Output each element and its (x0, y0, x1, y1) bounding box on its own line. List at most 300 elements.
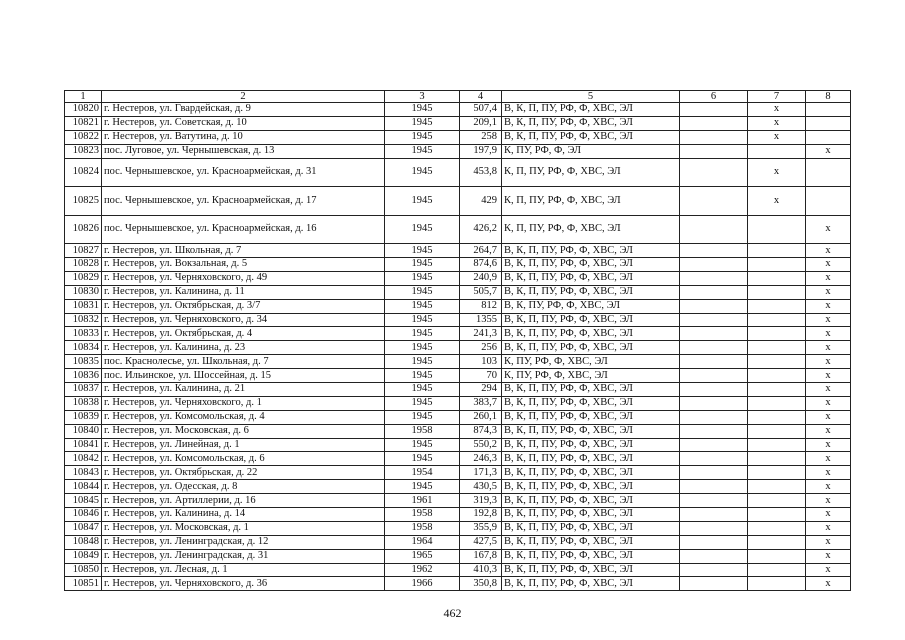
col-6-cell (680, 144, 748, 158)
col-8-mark-cell: х (806, 313, 851, 327)
col-7-mark-cell (748, 271, 806, 285)
row-number-cell: 10839 (65, 410, 102, 424)
area-cell: 256 (460, 341, 502, 355)
area-cell: 294 (460, 382, 502, 396)
table-row (65, 313, 851, 327)
table-row (65, 466, 851, 480)
elements-cell: В, К, П, ПУ, РФ, Ф, ХВС, ЭЛ (502, 507, 680, 521)
year-built-cell: 1945 (385, 116, 460, 130)
elements-cell: К, ПУ, РФ, Ф, ЭЛ (502, 144, 680, 158)
elements-cell: В, К, П, ПУ, РФ, Ф, ХВС, ЭЛ (502, 494, 680, 508)
elements-cell: В, К, П, ПУ, РФ, Ф, ХВС, ЭЛ (502, 563, 680, 577)
col-6-cell (680, 396, 748, 410)
table-row (65, 424, 851, 438)
row-number-cell: 10833 (65, 327, 102, 341)
year-built-cell: 1945 (385, 257, 460, 271)
area-cell: 167,8 (460, 549, 502, 563)
col-8-mark-cell: х (806, 355, 851, 369)
elements-cell: В, К, П, ПУ, РФ, Ф, ХВС, ЭЛ (502, 341, 680, 355)
table-row (65, 507, 851, 521)
col-6-cell (680, 187, 748, 216)
area-cell: 426,2 (460, 215, 502, 244)
row-number-cell: 10847 (65, 521, 102, 535)
col-8-mark-cell (806, 158, 851, 187)
year-built-cell: 1945 (385, 452, 460, 466)
col-8-mark-cell: х (806, 215, 851, 244)
col-8-mark-cell: х (806, 563, 851, 577)
col-6-cell (680, 130, 748, 144)
row-number-cell: 10849 (65, 549, 102, 563)
area-cell: 171,3 (460, 466, 502, 480)
header-row (65, 91, 851, 103)
address-cell: г. Нестеров, ул. Черняховского, д. 1 (102, 396, 385, 410)
table-row (65, 158, 851, 187)
address-cell: пос. Чернышевское, ул. Красноармейская, д. 16 (102, 215, 385, 244)
address-cell: г. Нестеров, ул. Московская, д. 1 (102, 521, 385, 535)
col-7-mark-cell (748, 382, 806, 396)
col-7-mark-cell: х (748, 116, 806, 130)
table-row (65, 144, 851, 158)
year-built-cell: 1945 (385, 130, 460, 144)
row-number-cell: 10827 (65, 244, 102, 258)
row-number-cell: 10834 (65, 341, 102, 355)
table-row (65, 215, 851, 244)
col-7-mark-cell (748, 369, 806, 383)
elements-cell: В, К, П, ПУ, РФ, Ф, ХВС, ЭЛ (502, 577, 680, 591)
row-number-cell: 10840 (65, 424, 102, 438)
col-6-cell (680, 480, 748, 494)
header-col-3: 3 (385, 91, 460, 103)
elements-cell: В, К, П, ПУ, РФ, Ф, ХВС, ЭЛ (502, 103, 680, 117)
table-row (65, 341, 851, 355)
address-cell: г. Нестеров, ул. Комсомольская, д. 6 (102, 452, 385, 466)
year-built-cell: 1964 (385, 535, 460, 549)
year-built-cell: 1945 (385, 355, 460, 369)
col-6-cell (680, 549, 748, 563)
col-8-mark-cell (806, 130, 851, 144)
table-row (65, 244, 851, 258)
year-built-cell: 1945 (385, 327, 460, 341)
col-8-mark-cell: х (806, 535, 851, 549)
year-built-cell: 1945 (385, 382, 460, 396)
col-7-mark-cell: х (748, 103, 806, 117)
table-row (65, 355, 851, 369)
row-number-cell: 10836 (65, 369, 102, 383)
col-7-mark-cell (748, 452, 806, 466)
address-cell: г. Нестеров, ул. Калинина, д. 14 (102, 507, 385, 521)
year-built-cell: 1945 (385, 369, 460, 383)
address-cell: г. Нестеров, ул. Калинина, д. 21 (102, 382, 385, 396)
col-6-cell (680, 521, 748, 535)
year-built-cell: 1961 (385, 494, 460, 508)
area-cell: 812 (460, 299, 502, 313)
year-built-cell: 1945 (385, 285, 460, 299)
address-cell: г. Нестеров, ул. Калинина, д. 23 (102, 341, 385, 355)
col-8-mark-cell (806, 116, 851, 130)
col-7-mark-cell (748, 299, 806, 313)
address-cell: г. Нестеров, ул. Ленинградская, д. 31 (102, 549, 385, 563)
col-6-cell (680, 271, 748, 285)
address-cell: г. Нестеров, ул. Линейная, д. 1 (102, 438, 385, 452)
area-cell: 507,4 (460, 103, 502, 117)
address-cell: г. Нестеров, ул. Ватутина, д. 10 (102, 130, 385, 144)
area-cell: 350,8 (460, 577, 502, 591)
col-7-mark-cell (748, 257, 806, 271)
address-cell: г. Нестеров, ул. Советская, д. 10 (102, 116, 385, 130)
row-number-cell: 10838 (65, 396, 102, 410)
col-6-cell (680, 535, 748, 549)
col-7-mark-cell (748, 424, 806, 438)
elements-cell: К, П, ПУ, РФ, Ф, ХВС, ЭЛ (502, 158, 680, 187)
col-6-cell (680, 452, 748, 466)
col-7-mark-cell (748, 535, 806, 549)
col-7-mark-cell (748, 549, 806, 563)
col-7-mark-cell (748, 494, 806, 508)
row-number-cell: 10851 (65, 577, 102, 591)
row-number-cell: 10843 (65, 466, 102, 480)
row-number-cell: 10831 (65, 299, 102, 313)
table-row (65, 494, 851, 508)
elements-cell: В, К, П, ПУ, РФ, Ф, ХВС, ЭЛ (502, 396, 680, 410)
table-row (65, 396, 851, 410)
table-row (65, 187, 851, 216)
area-cell: 550,2 (460, 438, 502, 452)
area-cell: 430,5 (460, 480, 502, 494)
address-cell: г. Нестеров, ул. Московская, д. 6 (102, 424, 385, 438)
row-number-cell: 10846 (65, 507, 102, 521)
col-6-cell (680, 369, 748, 383)
elements-cell: В, К, П, ПУ, РФ, Ф, ХВС, ЭЛ (502, 438, 680, 452)
col-6-cell (680, 158, 748, 187)
col-6-cell (680, 382, 748, 396)
col-7-mark-cell (748, 396, 806, 410)
area-cell: 246,3 (460, 452, 502, 466)
year-built-cell: 1954 (385, 466, 460, 480)
header-col-1: 1 (65, 91, 102, 103)
table-row (65, 103, 851, 117)
col-6-cell (680, 410, 748, 424)
col-8-mark-cell: х (806, 480, 851, 494)
row-number-cell: 10820 (65, 103, 102, 117)
col-8-mark-cell: х (806, 452, 851, 466)
elements-cell: К, ПУ, РФ, Ф, ХВС, ЭЛ (502, 369, 680, 383)
table-row (65, 410, 851, 424)
area-cell: 319,3 (460, 494, 502, 508)
year-built-cell: 1958 (385, 424, 460, 438)
col-6-cell (680, 327, 748, 341)
elements-cell: В, К, П, ПУ, РФ, Ф, ХВС, ЭЛ (502, 130, 680, 144)
area-cell: 103 (460, 355, 502, 369)
elements-cell: В, К, П, ПУ, РФ, Ф, ХВС, ЭЛ (502, 424, 680, 438)
year-built-cell: 1958 (385, 507, 460, 521)
address-cell: г. Нестеров, ул. Черняховского, д. 36 (102, 577, 385, 591)
col-8-mark-cell: х (806, 466, 851, 480)
elements-cell: В, К, П, ПУ, РФ, Ф, ХВС, ЭЛ (502, 466, 680, 480)
col-8-mark-cell: х (806, 521, 851, 535)
year-built-cell: 1945 (385, 480, 460, 494)
elements-cell: В, К, П, ПУ, РФ, Ф, ХВС, ЭЛ (502, 285, 680, 299)
table-row (65, 382, 851, 396)
row-number-cell: 10850 (65, 563, 102, 577)
elements-cell: В, К, П, ПУ, РФ, Ф, ХВС, ЭЛ (502, 480, 680, 494)
year-built-cell: 1966 (385, 577, 460, 591)
row-number-cell: 10837 (65, 382, 102, 396)
elements-cell: В, К, П, ПУ, РФ, Ф, ХВС, ЭЛ (502, 271, 680, 285)
table-row (65, 452, 851, 466)
area-cell: 427,5 (460, 535, 502, 549)
col-7-mark-cell: х (748, 158, 806, 187)
col-6-cell (680, 563, 748, 577)
address-cell: г. Нестеров, ул. Октябрьская, д. 4 (102, 327, 385, 341)
col-7-mark-cell (748, 563, 806, 577)
table-row (65, 271, 851, 285)
table-row (65, 563, 851, 577)
address-cell: пос. Чернышевское, ул. Красноармейская, д. 31 (102, 158, 385, 187)
year-built-cell: 1945 (385, 215, 460, 244)
row-number-cell: 10842 (65, 452, 102, 466)
col-6-cell (680, 285, 748, 299)
elements-cell: В, К, П, ПУ, РФ, Ф, ХВС, ЭЛ (502, 521, 680, 535)
col-6-cell (680, 257, 748, 271)
address-cell: пос. Луговое, ул. Чернышевская, д. 13 (102, 144, 385, 158)
year-built-cell: 1945 (385, 144, 460, 158)
year-built-cell: 1945 (385, 299, 460, 313)
col-7-mark-cell (748, 466, 806, 480)
col-7-mark-cell (748, 341, 806, 355)
elements-cell: В, К, П, ПУ, РФ, Ф, ХВС, ЭЛ (502, 535, 680, 549)
area-cell: 240,9 (460, 271, 502, 285)
col-8-mark-cell: х (806, 549, 851, 563)
table-row (65, 480, 851, 494)
table-row (65, 299, 851, 313)
col-8-mark-cell: х (806, 410, 851, 424)
table-row (65, 521, 851, 535)
address-cell: г. Нестеров, ул. Школьная, д. 7 (102, 244, 385, 258)
col-6-cell (680, 424, 748, 438)
col-7-mark-cell (748, 327, 806, 341)
col-6-cell (680, 103, 748, 117)
area-cell: 258 (460, 130, 502, 144)
row-number-cell: 10821 (65, 116, 102, 130)
address-cell: г. Нестеров, ул. Лесная, д. 1 (102, 563, 385, 577)
table-row (65, 438, 851, 452)
area-cell: 260,1 (460, 410, 502, 424)
year-built-cell: 1945 (385, 187, 460, 216)
col-8-mark-cell: х (806, 507, 851, 521)
col-8-mark-cell: х (806, 369, 851, 383)
col-7-mark-cell (748, 215, 806, 244)
col-8-mark-cell (806, 187, 851, 216)
elements-cell: В, К, П, ПУ, РФ, Ф, ХВС, ЭЛ (502, 327, 680, 341)
col-7-mark-cell (748, 355, 806, 369)
address-cell: г. Нестеров, ул. Комсомольская, д. 4 (102, 410, 385, 424)
elements-cell: К, П, ПУ, РФ, Ф, ХВС, ЭЛ (502, 187, 680, 216)
address-cell: г. Нестеров, ул. Артиллерии, д. 16 (102, 494, 385, 508)
year-built-cell: 1958 (385, 521, 460, 535)
col-6-cell (680, 341, 748, 355)
col-8-mark-cell: х (806, 299, 851, 313)
header-col-6: 6 (680, 91, 748, 103)
area-cell: 505,7 (460, 285, 502, 299)
area-cell: 197,9 (460, 144, 502, 158)
address-cell: г. Нестеров, ул. Ленинградская, д. 12 (102, 535, 385, 549)
area-cell: 241,3 (460, 327, 502, 341)
col-6-cell (680, 355, 748, 369)
elements-cell: В, К, П, ПУ, РФ, Ф, ХВС, ЭЛ (502, 244, 680, 258)
col-6-cell (680, 466, 748, 480)
col-6-cell (680, 116, 748, 130)
col-6-cell (680, 438, 748, 452)
table-row (65, 535, 851, 549)
row-number-cell: 10841 (65, 438, 102, 452)
header-col-7: 7 (748, 91, 806, 103)
row-number-cell: 10825 (65, 187, 102, 216)
address-cell: г. Нестеров, ул. Черняховского, д. 34 (102, 313, 385, 327)
row-number-cell: 10824 (65, 158, 102, 187)
register-table (64, 90, 851, 591)
year-built-cell: 1945 (385, 410, 460, 424)
col-8-mark-cell: х (806, 494, 851, 508)
elements-cell: В, К, П, ПУ, РФ, Ф, ХВС, ЭЛ (502, 257, 680, 271)
area-cell: 192,8 (460, 507, 502, 521)
elements-cell: В, К, П, ПУ, РФ, Ф, ХВС, ЭЛ (502, 452, 680, 466)
row-number-cell: 10845 (65, 494, 102, 508)
table-row (65, 285, 851, 299)
col-6-cell (680, 299, 748, 313)
address-cell: г. Нестеров, ул. Калинина, д. 11 (102, 285, 385, 299)
elements-cell: В, К, П, ПУ, РФ, Ф, ХВС, ЭЛ (502, 116, 680, 130)
table-row (65, 549, 851, 563)
table-row (65, 577, 851, 591)
address-cell: г. Нестеров, ул. Одесская, д. 8 (102, 480, 385, 494)
col-8-mark-cell (806, 103, 851, 117)
area-cell: 429 (460, 187, 502, 216)
address-cell: г. Нестеров, ул. Октябрьская, д. 3/7 (102, 299, 385, 313)
col-8-mark-cell: х (806, 144, 851, 158)
col-6-cell (680, 507, 748, 521)
row-number-cell: 10826 (65, 215, 102, 244)
header-col-8: 8 (806, 91, 851, 103)
table-body (65, 103, 851, 591)
address-cell: пос. Ильинское, ул. Шоссейная, д. 15 (102, 369, 385, 383)
col-7-mark-cell: х (748, 130, 806, 144)
col-6-cell (680, 215, 748, 244)
area-cell: 874,3 (460, 424, 502, 438)
col-8-mark-cell: х (806, 327, 851, 341)
year-built-cell: 1945 (385, 271, 460, 285)
col-6-cell (680, 577, 748, 591)
col-7-mark-cell (748, 313, 806, 327)
elements-cell: В, К, ПУ, РФ, Ф, ХВС, ЭЛ (502, 299, 680, 313)
col-8-mark-cell: х (806, 424, 851, 438)
elements-cell: В, К, П, ПУ, РФ, Ф, ХВС, ЭЛ (502, 382, 680, 396)
header-col-5: 5 (502, 91, 680, 103)
col-8-mark-cell: х (806, 382, 851, 396)
table-row (65, 369, 851, 383)
col-8-mark-cell: х (806, 341, 851, 355)
area-cell: 453,8 (460, 158, 502, 187)
page-number: 462 (443, 606, 462, 620)
area-cell: 264,7 (460, 244, 502, 258)
address-cell: г. Нестеров, ул. Вокзальная, д. 5 (102, 257, 385, 271)
row-number-cell: 10828 (65, 257, 102, 271)
area-cell: 70 (460, 369, 502, 383)
year-built-cell: 1962 (385, 563, 460, 577)
col-8-mark-cell: х (806, 577, 851, 591)
area-cell: 383,7 (460, 396, 502, 410)
col-6-cell (680, 313, 748, 327)
year-built-cell: 1945 (385, 396, 460, 410)
year-built-cell: 1965 (385, 549, 460, 563)
col-8-mark-cell: х (806, 396, 851, 410)
col-6-cell (680, 494, 748, 508)
elements-cell: В, К, П, ПУ, РФ, Ф, ХВС, ЭЛ (502, 313, 680, 327)
area-cell: 410,3 (460, 563, 502, 577)
address-cell: пос. Чернышевское, ул. Красноармейская, д. 17 (102, 187, 385, 216)
year-built-cell: 1945 (385, 313, 460, 327)
year-built-cell: 1945 (385, 103, 460, 117)
col-8-mark-cell: х (806, 438, 851, 452)
row-number-cell: 10832 (65, 313, 102, 327)
elements-cell: К, П, ПУ, РФ, Ф, ХВС, ЭЛ (502, 215, 680, 244)
address-cell: пос. Краснолесье, ул. Школьная, д. 7 (102, 355, 385, 369)
row-number-cell: 10848 (65, 535, 102, 549)
area-cell: 1355 (460, 313, 502, 327)
col-7-mark-cell (748, 577, 806, 591)
year-built-cell: 1945 (385, 438, 460, 452)
col-7-mark-cell (748, 480, 806, 494)
table-row (65, 116, 851, 130)
elements-cell: В, К, П, ПУ, РФ, Ф, ХВС, ЭЛ (502, 549, 680, 563)
elements-cell: К, ПУ, РФ, Ф, ХВС, ЭЛ (502, 355, 680, 369)
col-7-mark-cell (748, 521, 806, 535)
table-row (65, 327, 851, 341)
row-number-cell: 10830 (65, 285, 102, 299)
col-6-cell (680, 244, 748, 258)
col-7-mark-cell (748, 410, 806, 424)
row-number-cell: 10823 (65, 144, 102, 158)
col-8-mark-cell: х (806, 271, 851, 285)
col-7-mark-cell: х (748, 187, 806, 216)
year-built-cell: 1945 (385, 158, 460, 187)
area-cell: 874,6 (460, 257, 502, 271)
row-number-cell: 10829 (65, 271, 102, 285)
col-7-mark-cell (748, 507, 806, 521)
col-8-mark-cell: х (806, 257, 851, 271)
header-col-2: 2 (102, 91, 385, 103)
area-cell: 209,1 (460, 116, 502, 130)
col-7-mark-cell (748, 438, 806, 452)
year-built-cell: 1945 (385, 244, 460, 258)
row-number-cell: 10844 (65, 480, 102, 494)
address-cell: г. Нестеров, ул. Октябрьская, д. 22 (102, 466, 385, 480)
row-number-cell: 10822 (65, 130, 102, 144)
col-7-mark-cell (748, 144, 806, 158)
col-8-mark-cell: х (806, 244, 851, 258)
address-cell: г. Нестеров, ул. Гвардейская, д. 9 (102, 103, 385, 117)
col-7-mark-cell (748, 285, 806, 299)
year-built-cell: 1945 (385, 341, 460, 355)
col-7-mark-cell (748, 244, 806, 258)
table-row (65, 257, 851, 271)
elements-cell: В, К, П, ПУ, РФ, Ф, ХВС, ЭЛ (502, 410, 680, 424)
area-cell: 355,9 (460, 521, 502, 535)
header-col-4: 4 (460, 91, 502, 103)
row-number-cell: 10835 (65, 355, 102, 369)
col-8-mark-cell: х (806, 285, 851, 299)
table-row (65, 130, 851, 144)
address-cell: г. Нестеров, ул. Черняховского, д. 49 (102, 271, 385, 285)
